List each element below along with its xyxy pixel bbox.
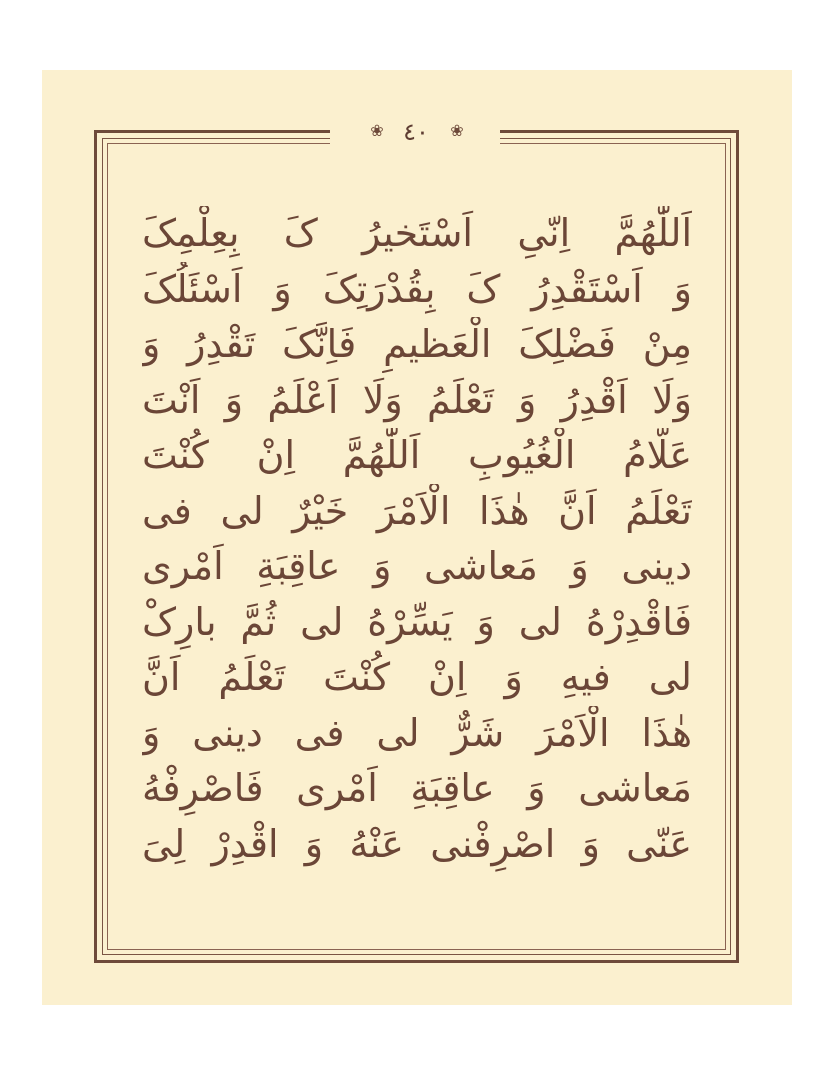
text-line: فَاقْدِرْهُ لی وَ یَسِّرْهُ لی ثُمَّ بارِکْ (142, 599, 692, 644)
text-line: مِنْ فَضْلِکَ الْعَظیمِ فَاِنَّکَ تَقْدِرُ وَ (142, 322, 692, 366)
text-line: وَ اَسْتَقْدِرُ کَ بِقُدْرَتِکَ وَ اَسْئَلُکَ (142, 266, 692, 311)
text-line: اَللّٰهُمَّ اِنّیِ اَسْتَخیرُ کَ بِعِلْمِکَ (142, 211, 692, 255)
text-line: تَعْلَمُ اَنَّ هٰذَا الْاَمْرَ خَیْرٌ لی فی (142, 488, 692, 533)
text-line: وَلَا اَقْدِرُ وَ تَعْلَمُ وَلَا اَعْلَمُ وَ اَنْتَ (142, 377, 692, 422)
floral-ornament-icon: ❀ (450, 121, 464, 140)
text-line: عَنّی وَ اصْرِفْنی عَنْهُ وَ اقْدِرْ لِیَ (142, 821, 692, 866)
text-line: مَعاشی وَ عاقِبَةِ اَمْری فَاصْرِفْهُ (142, 766, 692, 810)
text-line: هٰذَا الْاَمْرَ شَرٌّ لی فی دینی وَ (142, 710, 692, 755)
prayer-text (142, 206, 692, 906)
page-number: ٤٠ (403, 118, 429, 146)
floral-ornament-icon: ❀ (370, 121, 384, 140)
text-line: عَلّامُ الْغُیُوبِ اَللّٰهُمَّ اِنْ کُنْتَ (142, 433, 692, 477)
text-line: لی فیهِ وَ اِنْ کُنْتَ تَعْلَمُ اَنَّ (142, 655, 692, 699)
book-page (42, 70, 792, 1005)
text-line: دینی وَ مَعاشی وَ عاقِبَةِ اَمْری (142, 544, 692, 588)
